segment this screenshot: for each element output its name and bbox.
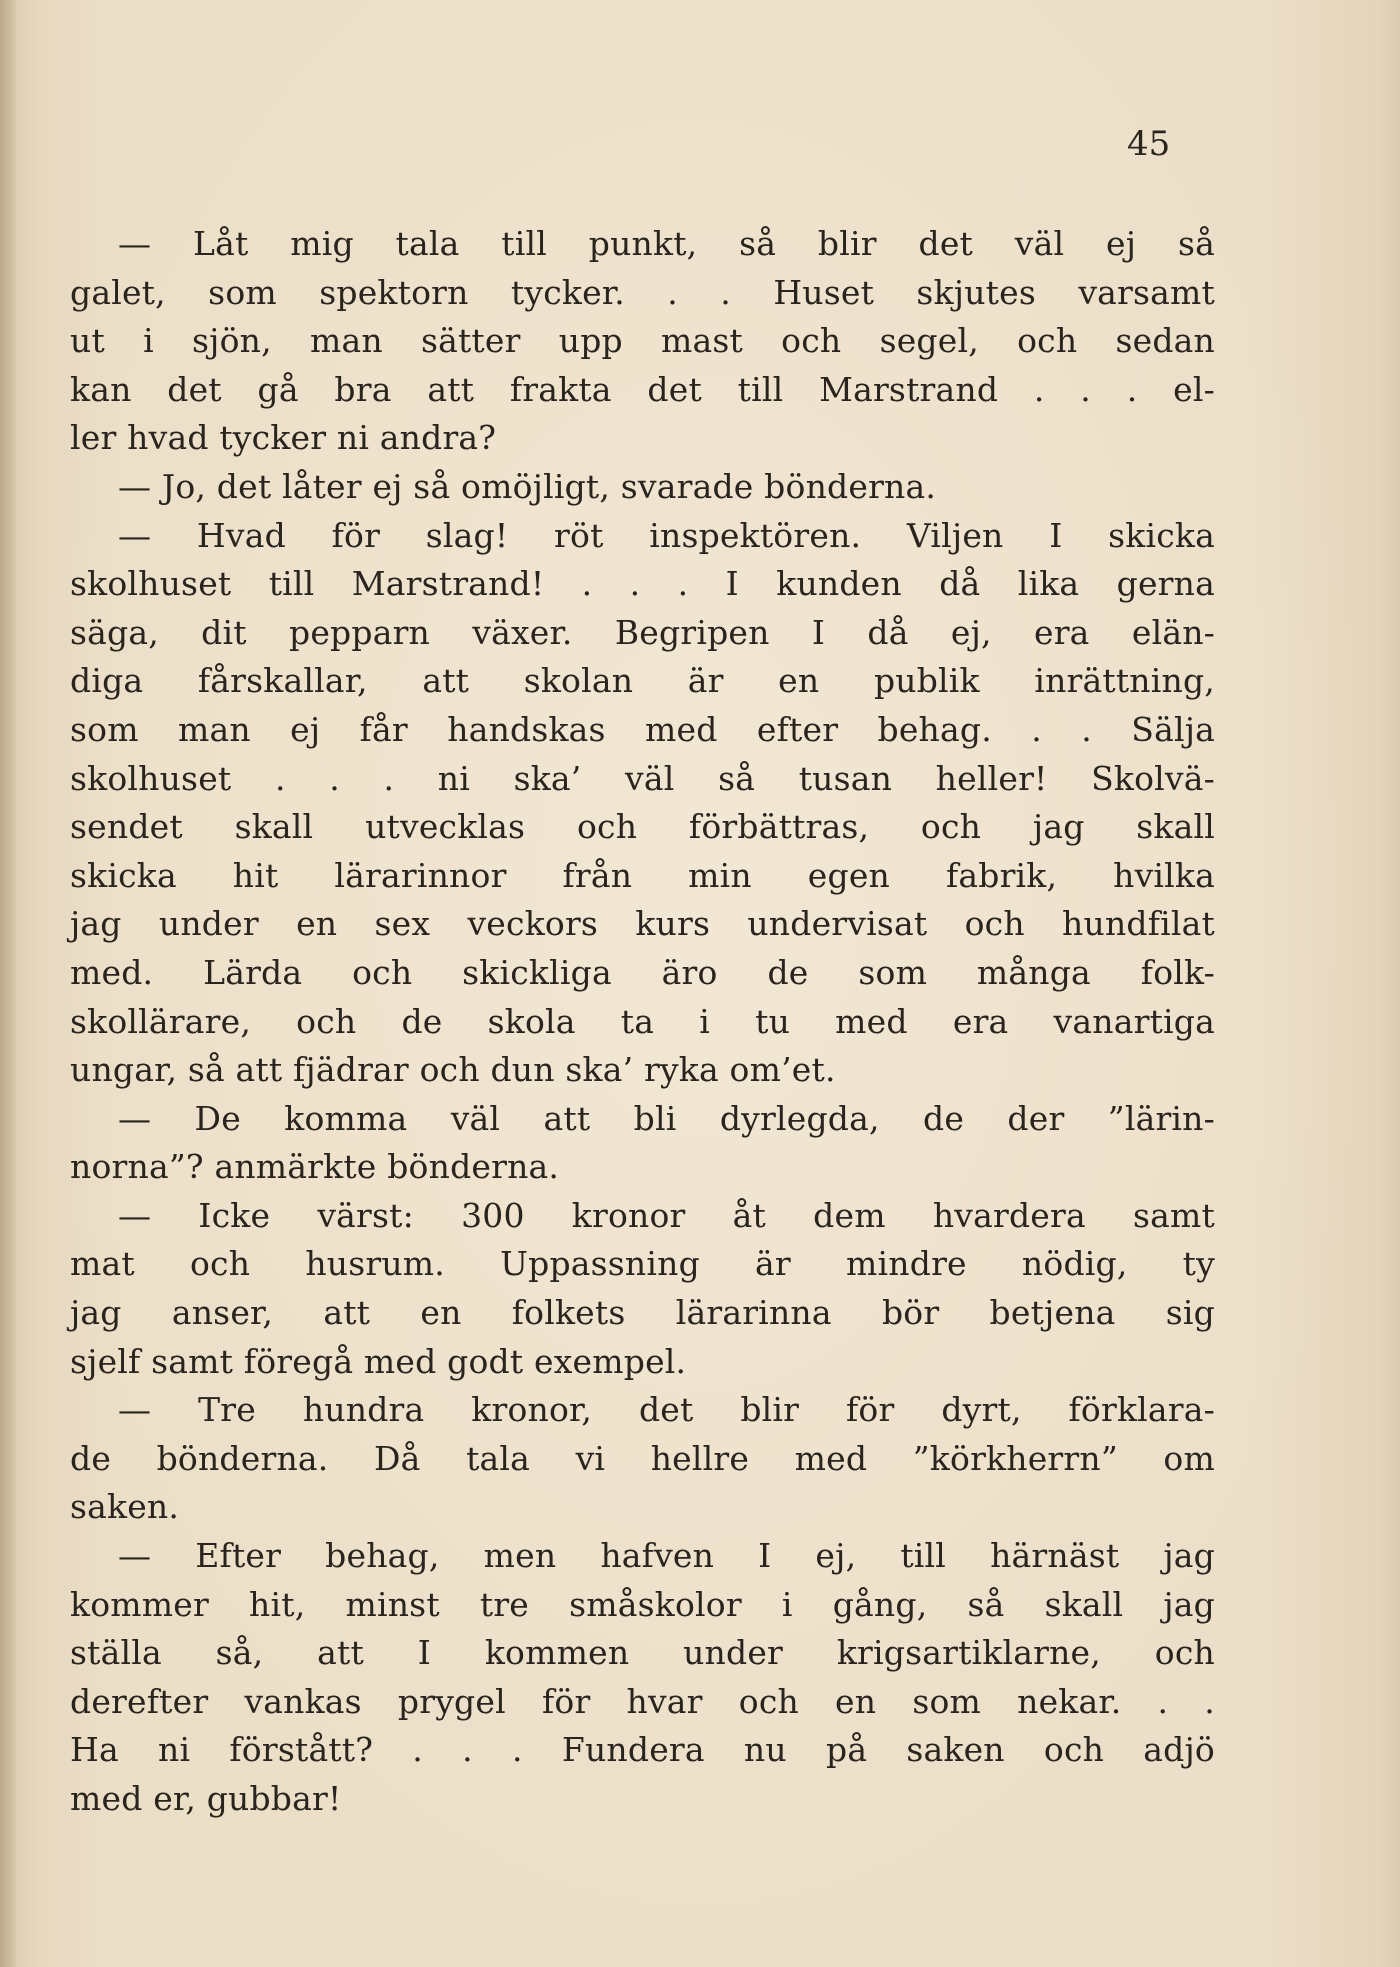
page-number: 45 [1127, 124, 1171, 164]
text-line: ställa så, att I kommen under krigsartiklarne, och [70, 1633, 1215, 1673]
text-line: — Låt mig tala till punkt, så blir det väl ej så [118, 224, 1215, 263]
text-line: med. Lärda och skickliga äro de som många folk- [70, 952, 1215, 992]
text-line: ungar, så att fjädrar och dun ska’ ryka om’et. [70, 1050, 836, 1090]
text-line: med er, gubbar! [70, 1779, 342, 1818]
text-line: Ha ni förstått? . . . Fundera nu på saken och adjö [70, 1730, 1215, 1770]
text-line: norna”? anmärkte bönderna. [70, 1147, 560, 1187]
text-line: — Icke värst: 300 kronor åt dem hvardera samt [118, 1195, 1215, 1235]
text-line: som man ej får handskas med efter behag. . . Sälja [70, 709, 1215, 749]
text-line: — Jo, det låter ej så omöjligt, svarade bönderna. [118, 466, 937, 506]
text-line: — Hvad för slag! röt inspektören. Viljen I skicka [118, 515, 1215, 555]
text-line: saken. [70, 1487, 180, 1527]
text-line: sendet skall utvecklas och förbättras, och jag skall [70, 807, 1215, 847]
body-text [70, 220, 1215, 1824]
text-line: kommer hit, minst tre småskolor i gång, så skall jag [70, 1584, 1215, 1624]
text-line: skolhuset . . . ni ska’ väl så tusan heller! Skolvä- [70, 758, 1215, 798]
text-line: jag anser, att en folkets lärarinna bör betjena sig [70, 1293, 1215, 1333]
text-line: skollärare, och de skola ta i tu med era vanartiga [70, 1001, 1215, 1041]
text-line: diga fårskallar, att skolan är en publik inrättning, [70, 661, 1215, 701]
text-line: skicka hit lärarinnor från min egen fabrik, hvilka [70, 855, 1215, 895]
text-line: — De komma väl att bli dyrlegda, de der ”lärin- [118, 1098, 1215, 1138]
text-line: — Tre hundra kronor, det blir för dyrt, förklara- [118, 1390, 1215, 1430]
text-line: sjelf samt föregå med godt exempel. [70, 1341, 687, 1381]
text-line: skolhuset till Marstrand! . . . I kunden då lika gerna [70, 564, 1215, 604]
text-line: mat och husrum. Uppassning är mindre nödig, ty [70, 1244, 1215, 1284]
text-line: ler hvad tycker ni andra? [70, 418, 497, 458]
text-line: de bönderna. Då tala vi hellre med ”körkherrn” om [70, 1438, 1215, 1478]
text-line: jag under en sex veckors kurs undervisat och hundfilat [70, 904, 1215, 944]
text-line: galet, som spektorn tycker. . . Huset skjutes varsamt [70, 272, 1215, 312]
text-line: säga, dit pepparn växer. Begripen I då ej, era elän- [70, 612, 1215, 652]
text-line: ut i sjön, man sätter upp mast och segel, och sedan [70, 321, 1215, 361]
text-line: kan det gå bra att frakta det till Marstrand . . . el- [70, 369, 1215, 409]
page-gutter-edge [0, 0, 16, 1967]
text-line: derefter vankas prygel för hvar och en som nekar. . . [70, 1681, 1215, 1721]
text-line: — Efter behag, men hafven I ej, till härnäst jag [118, 1536, 1215, 1576]
